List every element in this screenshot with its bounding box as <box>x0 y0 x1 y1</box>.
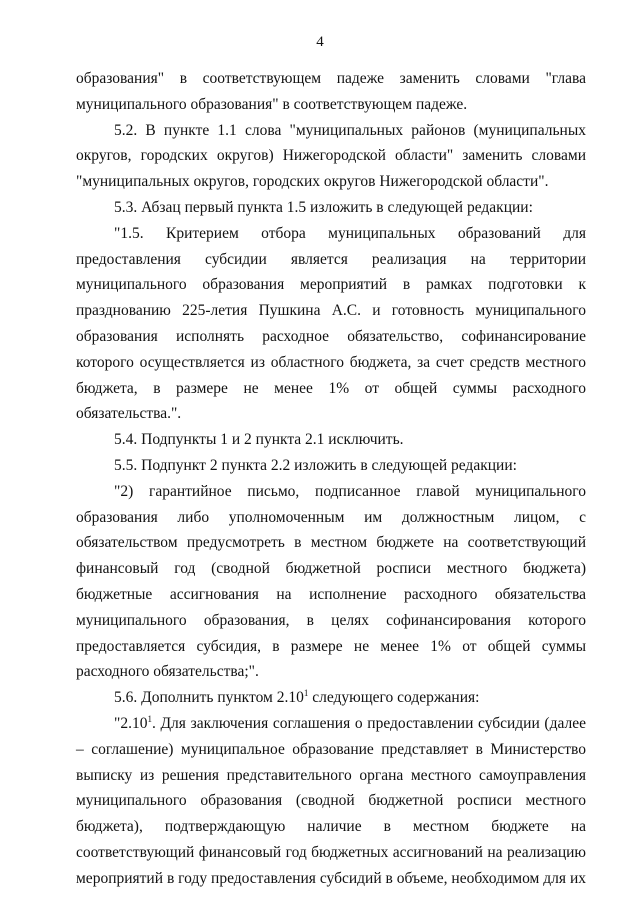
paragraph-5-6-text-end: следующего содержания: <box>308 689 480 707</box>
paragraph-continuation: образования" в соответствующем падеже заменить словами "глава муниципального образования" в соответствующем падеже. <box>76 70 586 113</box>
paragraph-5-6-text: 5.6. Дополнить пунктом 2.10 <box>114 689 304 707</box>
document-body <box>76 66 586 892</box>
paragraph-1-5-quote: "1.5. Критерием отбора муниципальных образований для предоставления субсидии является реализация на территории муниципального образования мероприятий в рамках подготовки к празднованию 225-летия Пушкина А.С. и готовность муниципального образования исполнять расходное обязательство, софинансирование которого осуществляется из областного бюджета, за счет средств местного бюджета, в размере не менее 1% от общей суммы расходного обязательства.". <box>76 224 586 423</box>
page-number: 4 <box>316 34 324 50</box>
paragraph-2-10-text: . Для заключения соглашения о предоставлении субсидии (далее – соглашение) муниципальное образование представляет в Министерство выписку из решения представительного органа местного самоуправления муниципального образования (сводной бюджетной росписи местного бюджета), подтверждающую наличие в местном бюджете на соответствующий финансовый год бюджетных ассигнований на реализацию мероприятий в году предоставления субсидий в объеме, необходимом для их <box>76 714 586 887</box>
paragraph-5-3: 5.3. Абзац первый пункта 1.5 изложить в следующей редакции: <box>114 198 533 216</box>
paragraph-5-6 <box>76 685 586 711</box>
superscript: 1 <box>303 687 309 698</box>
superscript: 1 <box>147 713 152 724</box>
paragraph-5-4: 5.4. Подпункты 1 и 2 пункта 2.1 исключить. <box>114 431 404 449</box>
paragraph-2-quote: "2) гарантийное письмо, подписанное главой муниципального образования либо уполномоченным им должностным лицом, с обязательством предусмотреть в местном бюджете на соответствующий финансовый год (сводной бюджетной росписи местного бюджета) бюджетные ассигнования на исполнение расходного обязательства муниципального образования, в целях софинансирования которого предоставляется субсидия, в размере не менее 1% от общей суммы расходного обязательства;". <box>76 482 586 681</box>
paragraph-2-10-number: "2.10 <box>114 714 148 732</box>
paragraph-5-2: 5.2. В пункте 1.1 слова "муниципальных районов (муниципальных округов, городских округов) Нижегородской области" заменить словами "муниципальных округов, городских округов Нижегородской области". <box>76 121 586 191</box>
paragraph-2-10-quote <box>76 711 586 892</box>
paragraph-5-5: 5.5. Подпункт 2 пункта 2.2 изложить в следующей редакции: <box>114 456 517 474</box>
